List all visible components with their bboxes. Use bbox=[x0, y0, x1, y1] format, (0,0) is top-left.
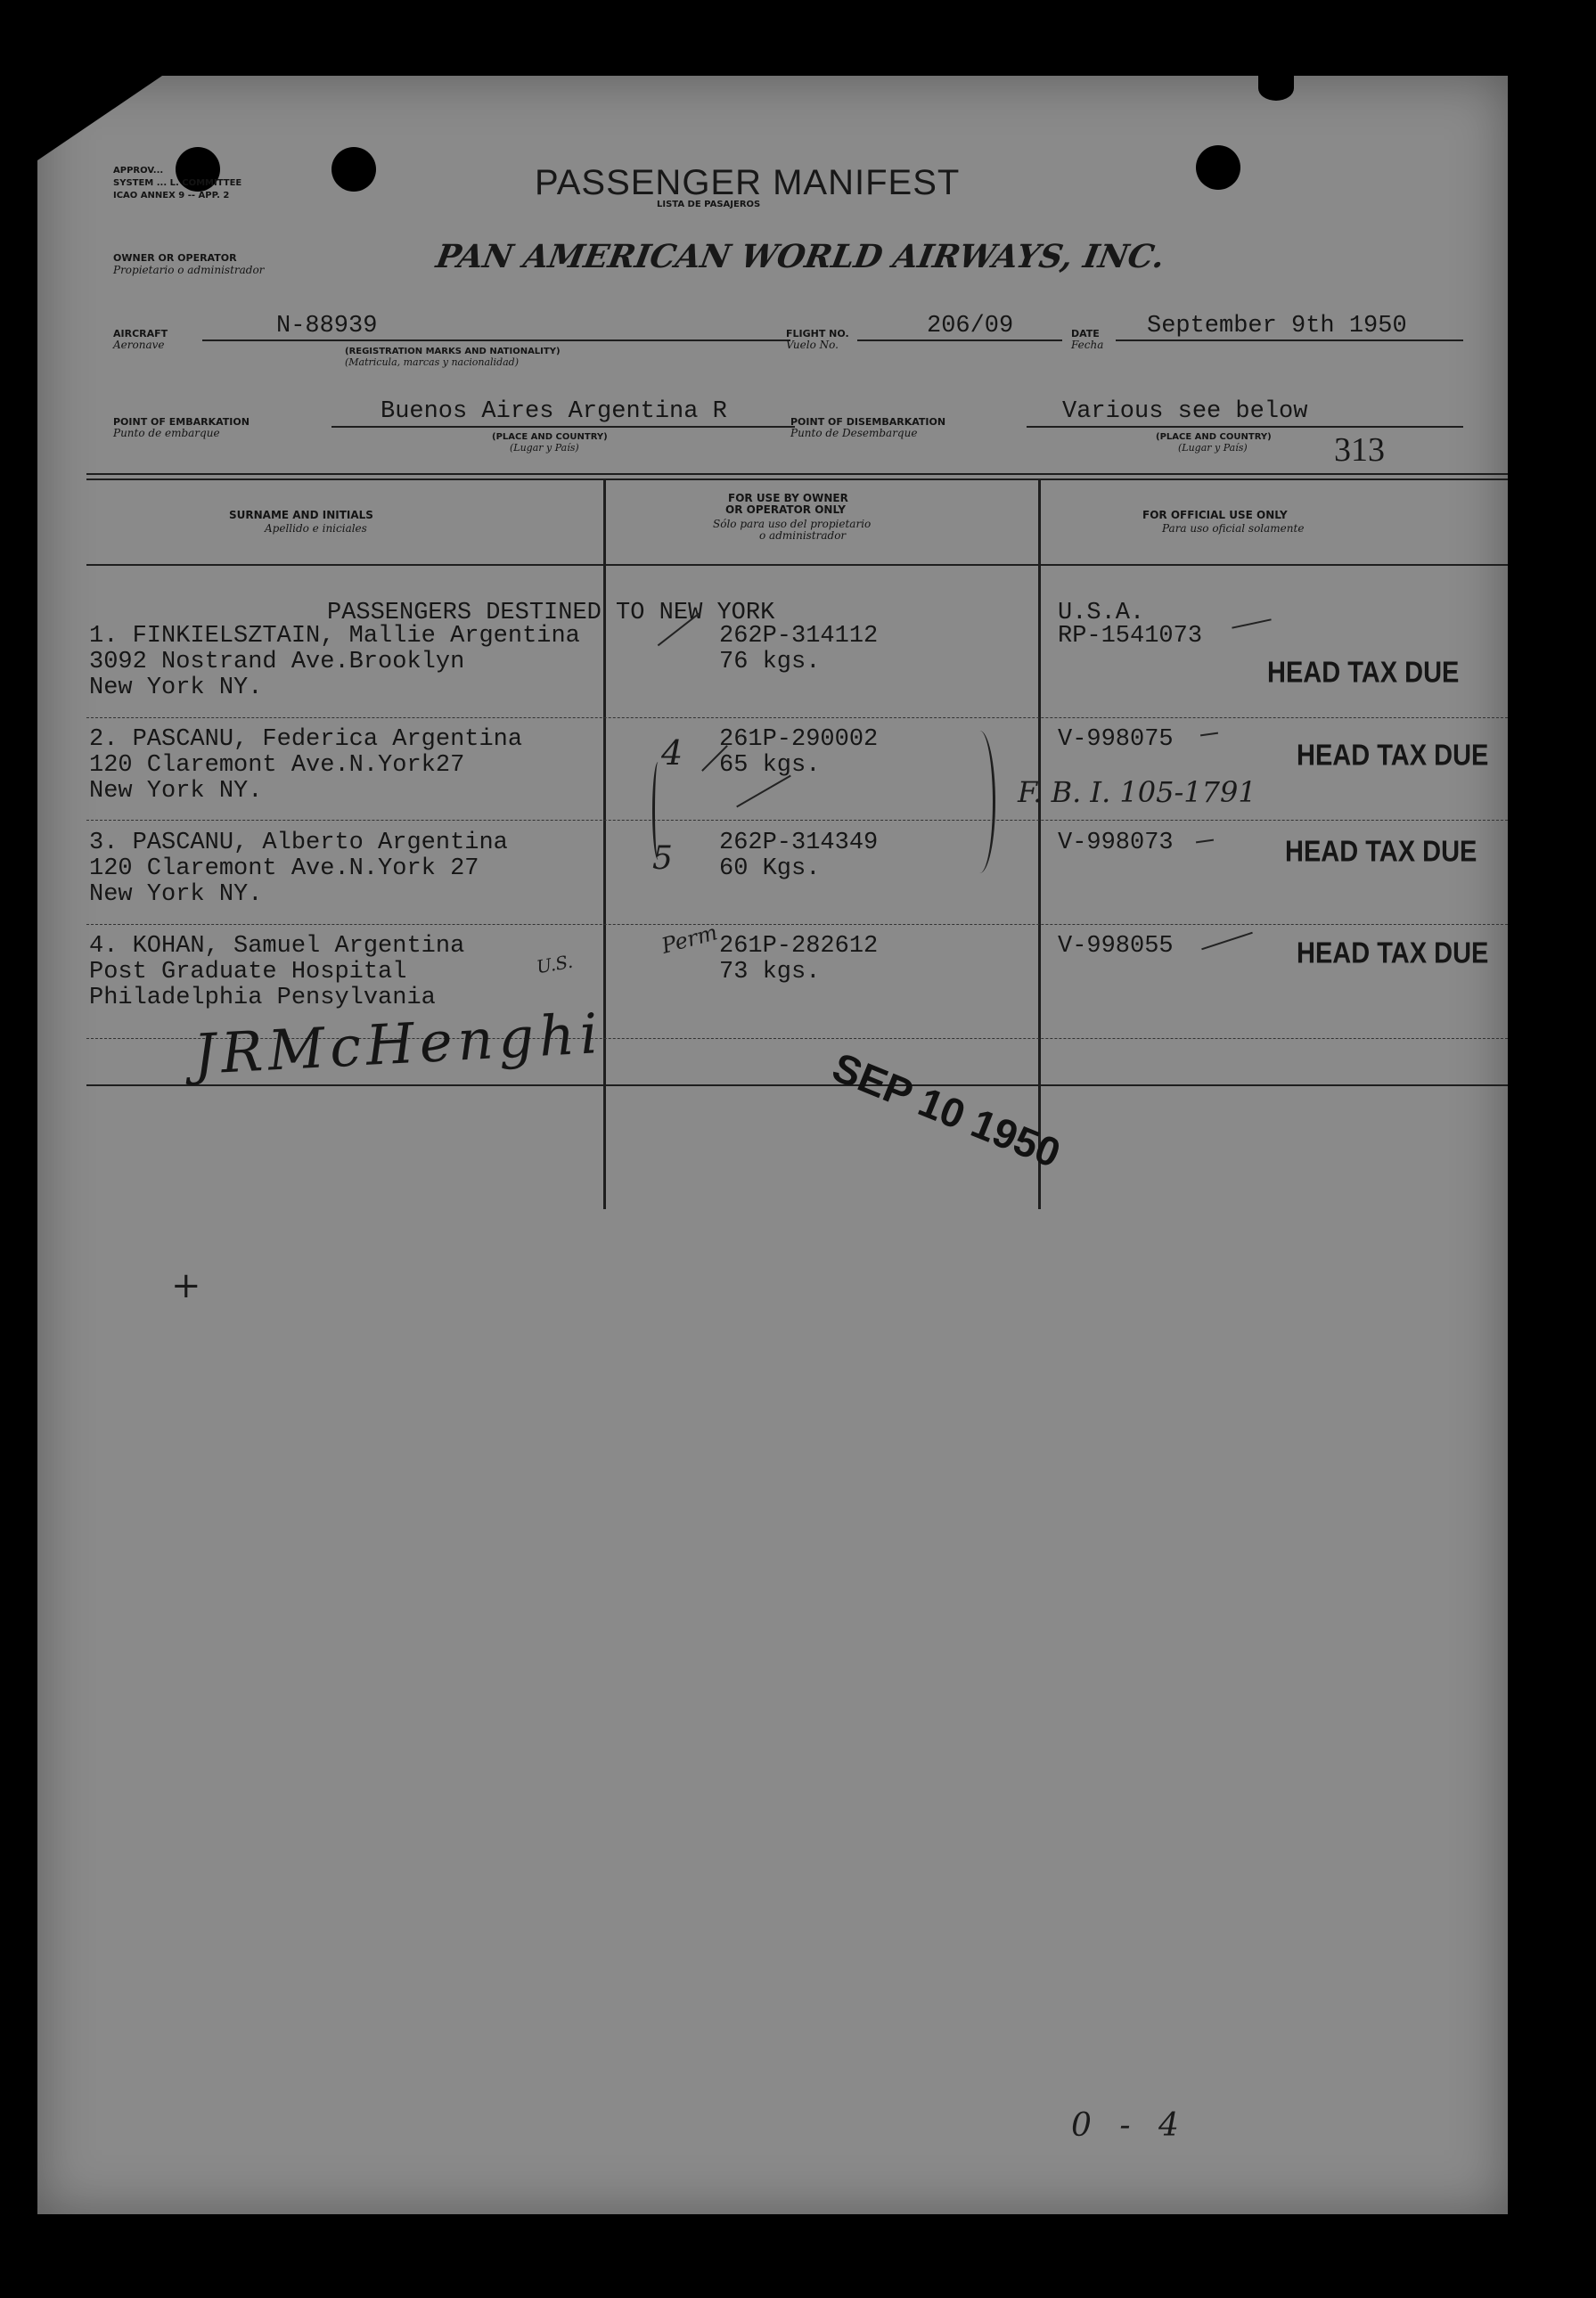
passenger-1-weight: 76 kgs. bbox=[719, 649, 821, 675]
header-bottom-line bbox=[86, 564, 1508, 566]
passenger-1-official: RP-1541073 bbox=[1058, 623, 1203, 650]
disembark-label-es: Punto de Desembarque bbox=[790, 427, 918, 439]
date-label: DATE bbox=[1071, 328, 1100, 339]
punch-hole-right bbox=[1196, 145, 1240, 190]
passenger-4-stamp: HEAD TAX DUE bbox=[1297, 936, 1489, 970]
passenger-4-line2: Post Graduate Hospital bbox=[89, 959, 407, 985]
passenger-1-stamp: HEAD TAX DUE bbox=[1267, 656, 1460, 690]
column-divider-1 bbox=[603, 478, 606, 1209]
check-mark bbox=[1196, 839, 1214, 844]
flight-label: FLIGHT NO. bbox=[786, 328, 849, 339]
family-note: F. B. I. 105-1791 bbox=[1018, 775, 1256, 809]
passenger-4-line3: Philadelphia Pensylvania bbox=[89, 985, 436, 1011]
table-bottom-line bbox=[86, 1084, 1508, 1086]
table-top-line bbox=[86, 473, 1508, 475]
column-header-official: FOR OFFICIAL USE ONLY bbox=[1142, 509, 1288, 521]
column-divider-2 bbox=[1038, 478, 1041, 1209]
disembark-caption: (PLACE AND COUNTRY) bbox=[1156, 432, 1272, 442]
disembark-value: Various see below bbox=[1062, 398, 1308, 425]
approval-line-2: SYSTEM ... L. COMMITTEE bbox=[113, 178, 242, 188]
embark-label: POINT OF EMBARKATION bbox=[113, 416, 250, 428]
passenger-3-line1: 3. PASCANU, Alberto Argentina bbox=[89, 830, 508, 856]
flight-label-es: Vuelo No. bbox=[786, 339, 839, 351]
folded-corner bbox=[37, 76, 162, 160]
aircraft-label: AIRCRAFT bbox=[113, 328, 168, 339]
passenger-3-official: V-998073 bbox=[1058, 830, 1174, 856]
column-header-owner-1: FOR USE BY OWNER bbox=[728, 492, 848, 504]
passenger-3-ticket: 262P-314349 bbox=[719, 830, 879, 856]
mark-five: 5 bbox=[652, 840, 673, 877]
passenger-2-line1: 2. PASCANU, Federica Argentina bbox=[89, 726, 523, 753]
arrival-date-stamp: SEP 10 1950 bbox=[826, 1043, 1068, 1177]
embark-value: Buenos Aires Argentina R bbox=[381, 398, 727, 425]
officer-signature: JRMcHenghi bbox=[192, 1001, 605, 1087]
mark-four: 4 bbox=[661, 733, 683, 773]
page-number: 313 bbox=[1334, 431, 1385, 469]
manifest-document bbox=[37, 76, 1508, 2214]
owner-label-es: Propietario o administrador bbox=[113, 264, 265, 276]
passenger-4-ticket: 261P-282612 bbox=[719, 933, 879, 960]
page-title: PASSENGER MANIFEST bbox=[535, 163, 961, 202]
disembark-label: POINT OF DISEMBARKATION bbox=[790, 416, 946, 428]
passenger-4-line1: 4. KOHAN, Samuel Argentina bbox=[89, 933, 465, 960]
passenger-3-line2: 120 Claremont Ave.N.York 27 bbox=[89, 855, 479, 882]
column-header-owner-es-2: o administrador bbox=[759, 529, 847, 542]
passenger-2-weight: 65 kgs. bbox=[719, 752, 821, 779]
embark-label-es: Punto de embarque bbox=[113, 427, 220, 439]
owner-label: OWNER OR OPERATOR bbox=[113, 252, 237, 264]
passenger-1-line1: 1. FINKIELSZTAIN, Mallie Argentina bbox=[89, 623, 580, 650]
date-underline bbox=[1116, 339, 1463, 341]
passenger-3-stamp: HEAD TAX DUE bbox=[1285, 835, 1477, 869]
column-header-owner-2: OR OPERATOR ONLY bbox=[725, 503, 846, 516]
column-header-name: SURNAME AND INITIALS bbox=[229, 509, 373, 521]
passenger-1-line3: New York NY. bbox=[89, 675, 263, 701]
embark-caption-es: (Lugar y País) bbox=[510, 442, 579, 454]
row-divider bbox=[86, 717, 1508, 718]
passenger-2-official: V-998075 bbox=[1058, 726, 1174, 753]
aircraft-underline bbox=[202, 339, 790, 341]
disembark-caption-es: (Lugar y País) bbox=[1178, 442, 1248, 454]
passenger-1-line2: 3092 Nostrand Ave.Brooklyn bbox=[89, 649, 465, 675]
mark-perm: Perm bbox=[659, 920, 721, 959]
official-heading: U.S.A. bbox=[1058, 600, 1145, 626]
passenger-1-ticket: 262P-314112 bbox=[719, 623, 879, 650]
flight-underline bbox=[857, 339, 1062, 341]
passenger-3-line3: New York NY. bbox=[89, 881, 263, 908]
passenger-4-official: V-998055 bbox=[1058, 933, 1174, 960]
punch-hole-top bbox=[1258, 76, 1294, 101]
check-mark bbox=[1201, 932, 1253, 950]
family-bracket bbox=[964, 731, 995, 873]
passenger-4-weight: 73 kgs. bbox=[719, 959, 821, 985]
passenger-2-line3: New York NY. bbox=[89, 778, 263, 805]
embark-underline bbox=[331, 426, 795, 428]
date-label-es: Fecha bbox=[1071, 339, 1104, 351]
passenger-2-line2: 120 Claremont Ave.N.York27 bbox=[89, 752, 465, 779]
column-header-name-es: Apellido e iniciales bbox=[265, 522, 367, 535]
operator-name: PAN AMERICAN WORLD AIRWAYS, INC. bbox=[433, 238, 1168, 275]
embark-caption: (PLACE AND COUNTRY) bbox=[492, 432, 608, 442]
column-header-official-es: Para uso oficial solamente bbox=[1162, 522, 1305, 535]
table-top-line-2 bbox=[86, 478, 1508, 480]
aircraft-label-es: Aeronave bbox=[113, 339, 165, 351]
check-mark bbox=[736, 775, 791, 808]
row-divider bbox=[86, 924, 1508, 925]
approval-line-3: ICAO ANNEX 9 -- APP. 2 bbox=[113, 191, 230, 200]
flight-value: 206/09 bbox=[927, 313, 1014, 339]
approval-line-1: APPROV... bbox=[113, 166, 164, 176]
punch-hole-center bbox=[331, 147, 376, 192]
aircraft-value: N-88939 bbox=[276, 313, 378, 339]
stray-mark: + bbox=[171, 1265, 201, 1306]
date-value: September 9th 1950 bbox=[1147, 313, 1407, 339]
section-heading: PASSENGERS DESTINED TO NEW YORK bbox=[327, 600, 775, 626]
footer-mark: 0 - 4 bbox=[1071, 2107, 1188, 2144]
mark-us: U.S. bbox=[535, 950, 575, 978]
column-header-owner-es-1: Sólo para uso del propietario bbox=[713, 518, 872, 530]
check-mark bbox=[1200, 732, 1218, 737]
row-divider bbox=[86, 820, 1508, 821]
passenger-3-weight: 60 Kgs. bbox=[719, 855, 821, 882]
page-subtitle: LISTA DE PASAJEROS bbox=[657, 200, 761, 209]
aircraft-caption: (REGISTRATION MARKS AND NATIONALITY) bbox=[345, 347, 561, 356]
check-mark bbox=[1232, 618, 1271, 628]
aircraft-caption-es: (Matricula, marcas y nacionalidad) bbox=[345, 356, 519, 368]
disembark-underline bbox=[1027, 426, 1463, 428]
passenger-2-stamp: HEAD TAX DUE bbox=[1297, 739, 1489, 773]
passenger-2-ticket: 261P-290002 bbox=[719, 726, 879, 753]
